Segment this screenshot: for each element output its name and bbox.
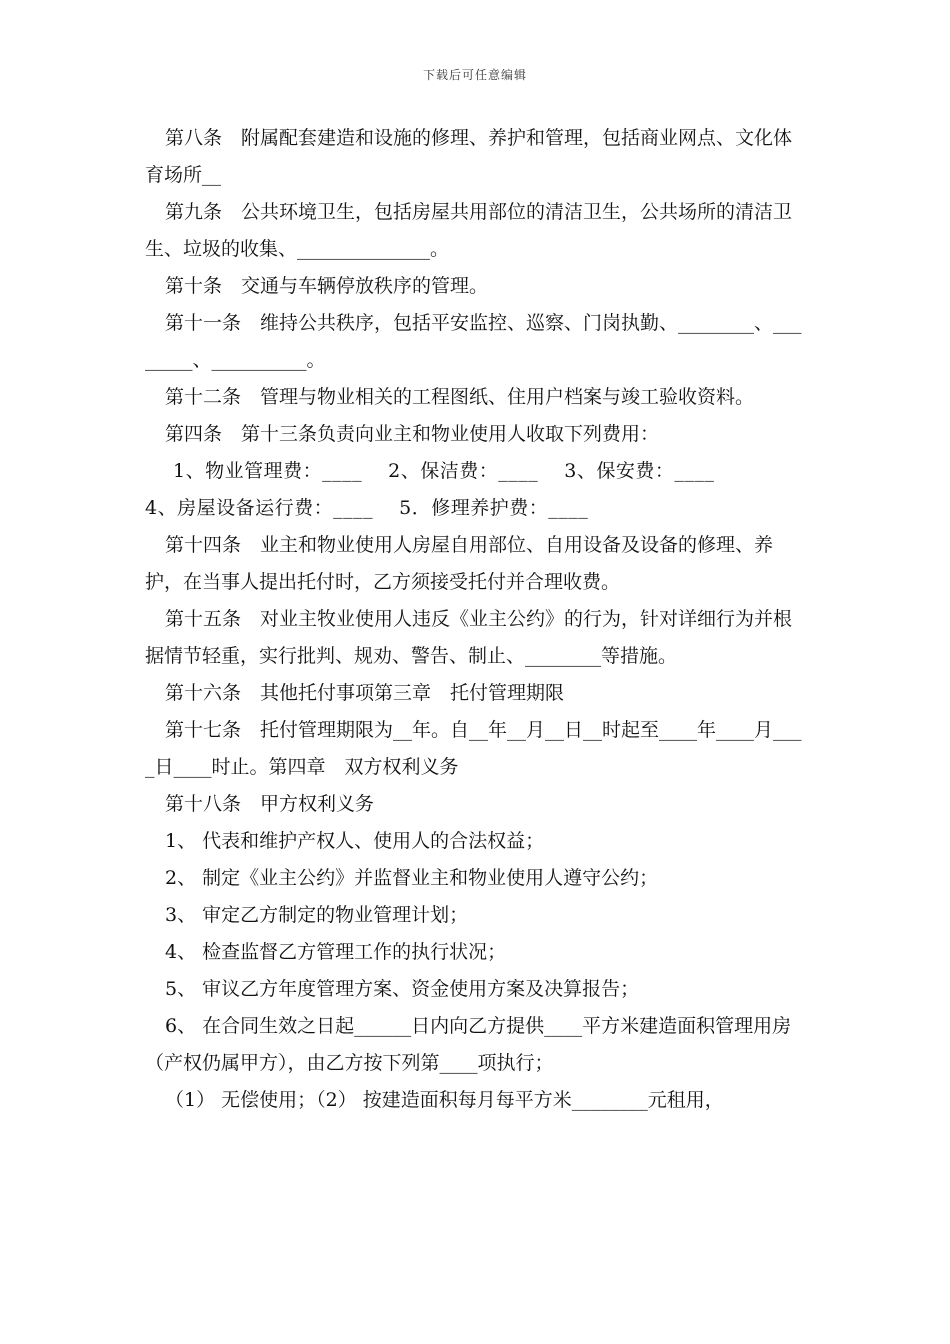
article-14: 第十四条 业主和物业使用人房屋自用部位、自用设备及设备的修理、养护，在当事人提出托付时，乙方须接受托付并合理收费。 (145, 534, 774, 593)
article-10: 第十条 交通与车辆停放秩序的管理。 (165, 275, 489, 297)
list-item: 3、 审定乙方制定的物业管理计划； (165, 904, 469, 926)
article-13: 第四条 第十三条负责向业主和物业使用人收取下列费用： (165, 423, 660, 445)
list-item: （1） 无偿使用；（2） 按建造面积每月每平方米________元租用， (165, 1089, 724, 1111)
article-9: 第九条 公共环境卫生，包括房屋共用部位的清洁卫生，公共场所的清洁卫生、垃圾的收集、______________。 (145, 201, 793, 260)
fee-list-line-2: 4、房屋设备运行费：____ 5．修理养护费：____ (145, 497, 589, 519)
article-8: 第八条 附属配套建造和设施的修理、养护和管理，包括商业网点、文化体育场所__ (145, 127, 793, 186)
article-11: 第十一条 维持公共秩序，包括平安监控、巡察、门岗执勤、________、________、__________。 (145, 312, 802, 371)
list-item: 5、 审议乙方年度管理方案、资金使用方案及决算报告； (165, 978, 640, 1000)
article-18: 第十八条 甲方权利义务 (165, 793, 375, 815)
list-item: 1、 代表和维护产权人、使用人的合法权益； (165, 830, 545, 852)
list-item: 2、 制定《业主公约》并监督业主和物业使用人遵守公约； (165, 867, 659, 889)
page-header: 下载后可任意编辑 (422, 68, 527, 82)
article-12: 第十二条 管理与物业相关的工程图纸、住用户档案与竣工验收资料。 (165, 386, 755, 408)
list-item: 4、 检查监督乙方管理工作的执行状况； (165, 941, 507, 963)
article-15: 第十五条 对业主牧业使用人违反《业主公约》的行为，针对详细行为并根据情节轻重，实行批判、规劝、警告、制止、________等措施。 (145, 608, 793, 667)
article-16: 第十六条 其他托付事项第三章 托付管理期限 (165, 682, 565, 704)
fee-list-line-1: 1、物业管理费：____ 2、保洁费：____ 3、保安费：____ (173, 460, 715, 482)
document-body (145, 120, 810, 1119)
article-17: 第十七条 托付管理期限为__年。自__年__月__日__时起至____年____月____日____时止。第四章 双方权利义务 (145, 719, 802, 778)
list-item: 6、 在合同生效之日起______日内向乙方提供____平方米建造面积管理用房（产权仍属甲方），由乙方按下列第____项执行； (145, 1015, 792, 1074)
